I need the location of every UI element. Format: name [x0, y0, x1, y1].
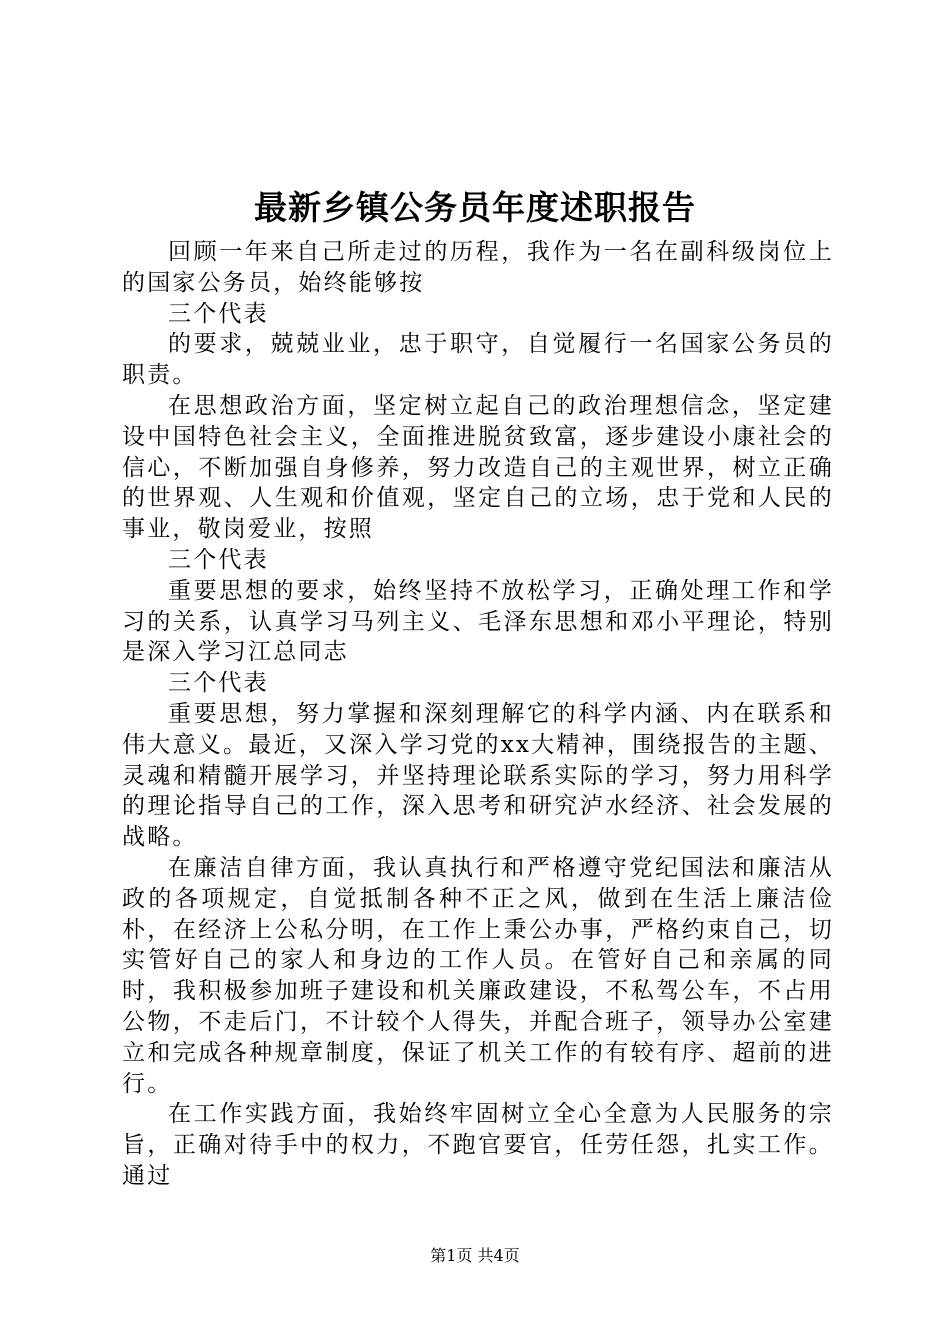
- page-footer: 第1页 共4页: [430, 1246, 520, 1265]
- document-body: [122, 237, 834, 1192]
- paragraph: 三个代表: [168, 546, 269, 573]
- paragraph: 在廉洁自律方面，我认真执行和严格遵守党纪国法和廉洁从政的各项规定，自觉抵制各种不正之风，做到在生活上廉洁俭朴，在经济上公私分明，在工作上秉公办事，严格约束自己，切实管好自己的家人和身边的工作人员。在管好自己和亲属的同时，我积极参加班子建设和机关廉政建设，不私驾公车，不占用公物，不走后门，不计较个人得失，并配合班子，领导办公室建立和完成各种规章制度，保证了机关工作的有较有序、超前的进行。: [122, 854, 834, 1097]
- paragraph: 回顾一年来自己所走过的历程，我作为一名在副科级岗位上的国家公务员，始终能够按: [122, 239, 834, 296]
- paragraph: 的要求，兢兢业业，忠于职守，自觉履行一名国家公务员的职责。: [122, 331, 834, 389]
- paragraph: 重要思想的要求，始终坚持不放松学习，正确处理工作和学习的关系，认真学习马列主义、毛泽东思想和邓小平理论，特别是深入学习江总同志: [122, 577, 834, 666]
- paragraph: 三个代表: [168, 670, 269, 697]
- paragraph: 在工作实践方面，我始终牢固树立全心全意为人民服务的宗旨，正确对待手中的权力，不跑官要官，任劳任怨，扎实工作。通过: [122, 1101, 834, 1189]
- paragraph: 在思想政治方面，坚定树立起自己的政治理想信念，坚定建设中国特色社会主义，全面推进脱贫致富，逐步建设小康社会的信心，不断加强自身修养，努力改造自己的主观世界，树立正确的世界观、人生观和价值观，坚定自己的立场，忠于党和人民的事业，敬岗爱业，按照: [122, 392, 834, 543]
- paragraph: 重要思想，努力掌握和深刻理解它的科学内涵、内在联系和伟大意义。最近，又深入学习党的xx大精神，围绕报告的主题、灵魂和精髓开展学习，并坚持理论联系实际的学习，努力用科学的理论指导自己的工作，深入思考和研究泸水经济、社会发展的战略。: [122, 700, 834, 851]
- document-title: 最新乡镇公务员年度述职报告: [254, 188, 696, 227]
- paragraph: 三个代表: [168, 300, 269, 327]
